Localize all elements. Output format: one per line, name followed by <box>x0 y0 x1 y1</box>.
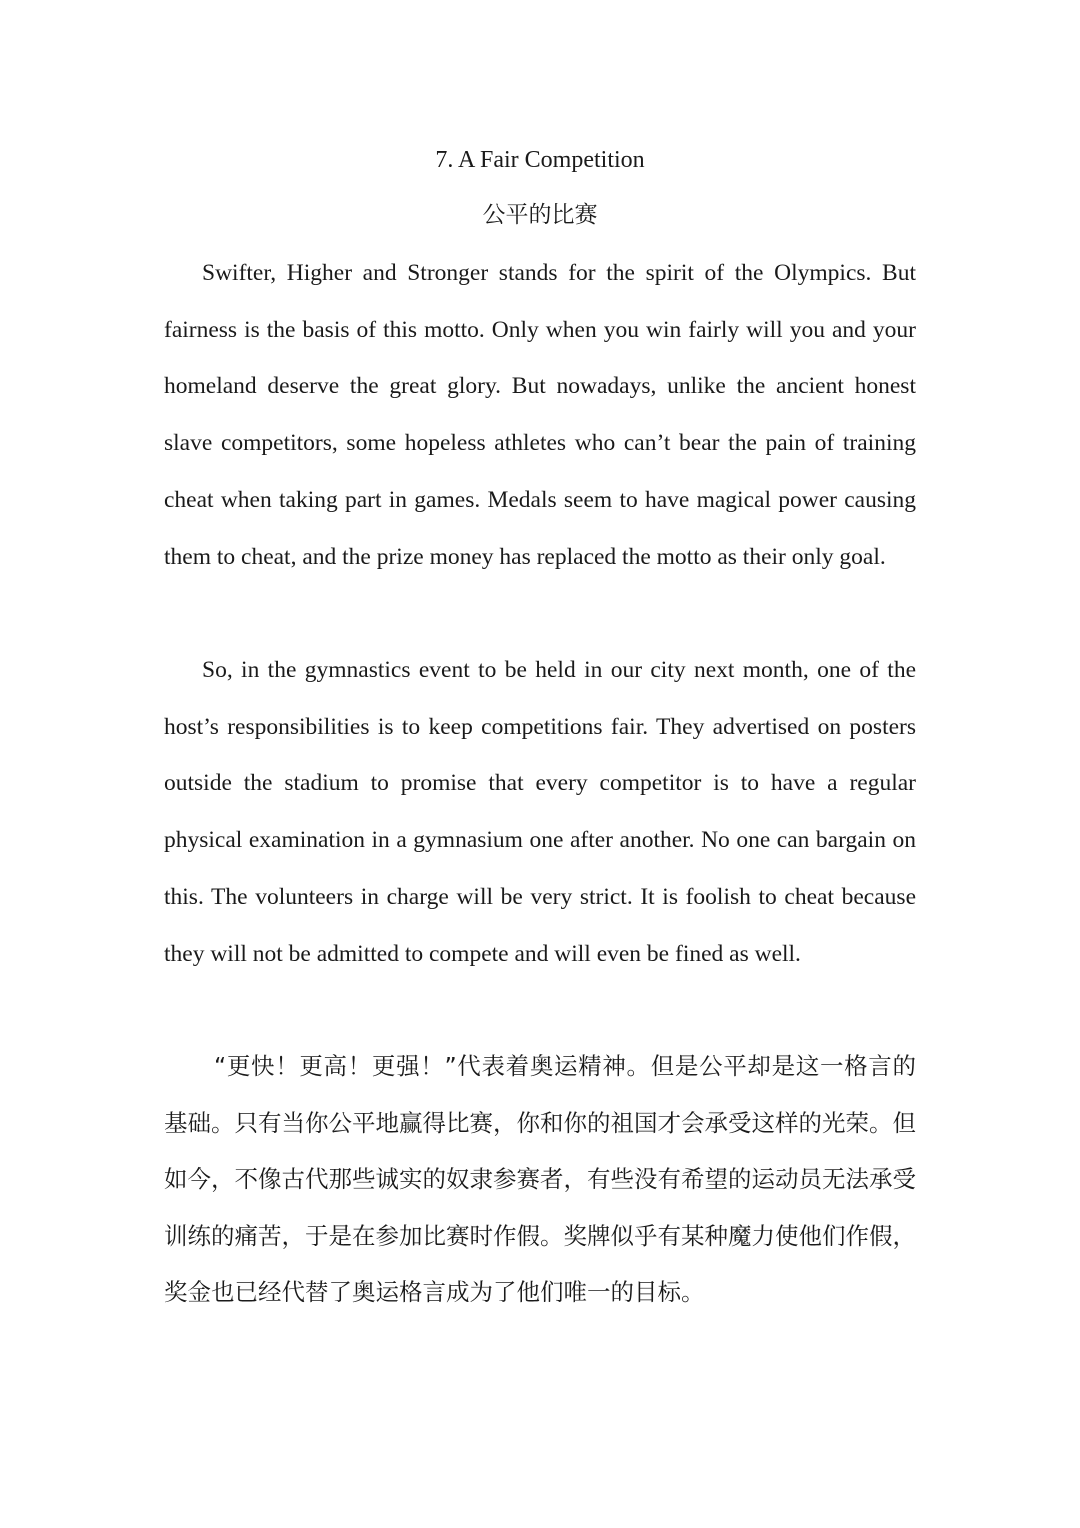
title-english: 7. A Fair Competition <box>435 147 645 173</box>
title-chinese: 公平的比赛 <box>482 202 598 228</box>
paragraph-3-chinese: “更快！更高！更强！”代表着奥运精神。但是公平却是这一格言的基础。只有当你公平地赢得比赛，你和你的祖国才会承受这样的光荣。但如今，不像古代那些诚实的奴隶参赛者，有些没有希望的运动员无法承受训练的痛苦，于是在参加比赛时作假。奖牌似乎有某种魔力使他们作假，奖金也已经代替了奥运格言成为了他们唯一的目标。 <box>164 1052 916 1307</box>
paragraph-2: So, in the gymnastics event to be held in our city next month, one of the host’s responsibilities is to keep competitions fair. They advertised on posters outside the stadium to promise that every competitor is to have a regular physical examination in a gymnasium one after another. No one can bargain on this. The volunteers in charge will be very strict. It is foolish to cheat because they will not be admitted to compete and will even be fined as well. <box>164 657 916 967</box>
paragraph-1: Swifter, Higher and Stronger stands for the spirit of the Olympics. But fairness is the basis of this motto. Only when you win fairly will you and your homeland deserve the great glory. But nowadays, unlike the ancient honest slave competitors, some hopeless athletes who can’t bear the pain of training cheat when taking part in games. Medals seem to have magical power causing them to cheat, and the prize money has replaced the motto as their only goal. <box>164 260 916 570</box>
